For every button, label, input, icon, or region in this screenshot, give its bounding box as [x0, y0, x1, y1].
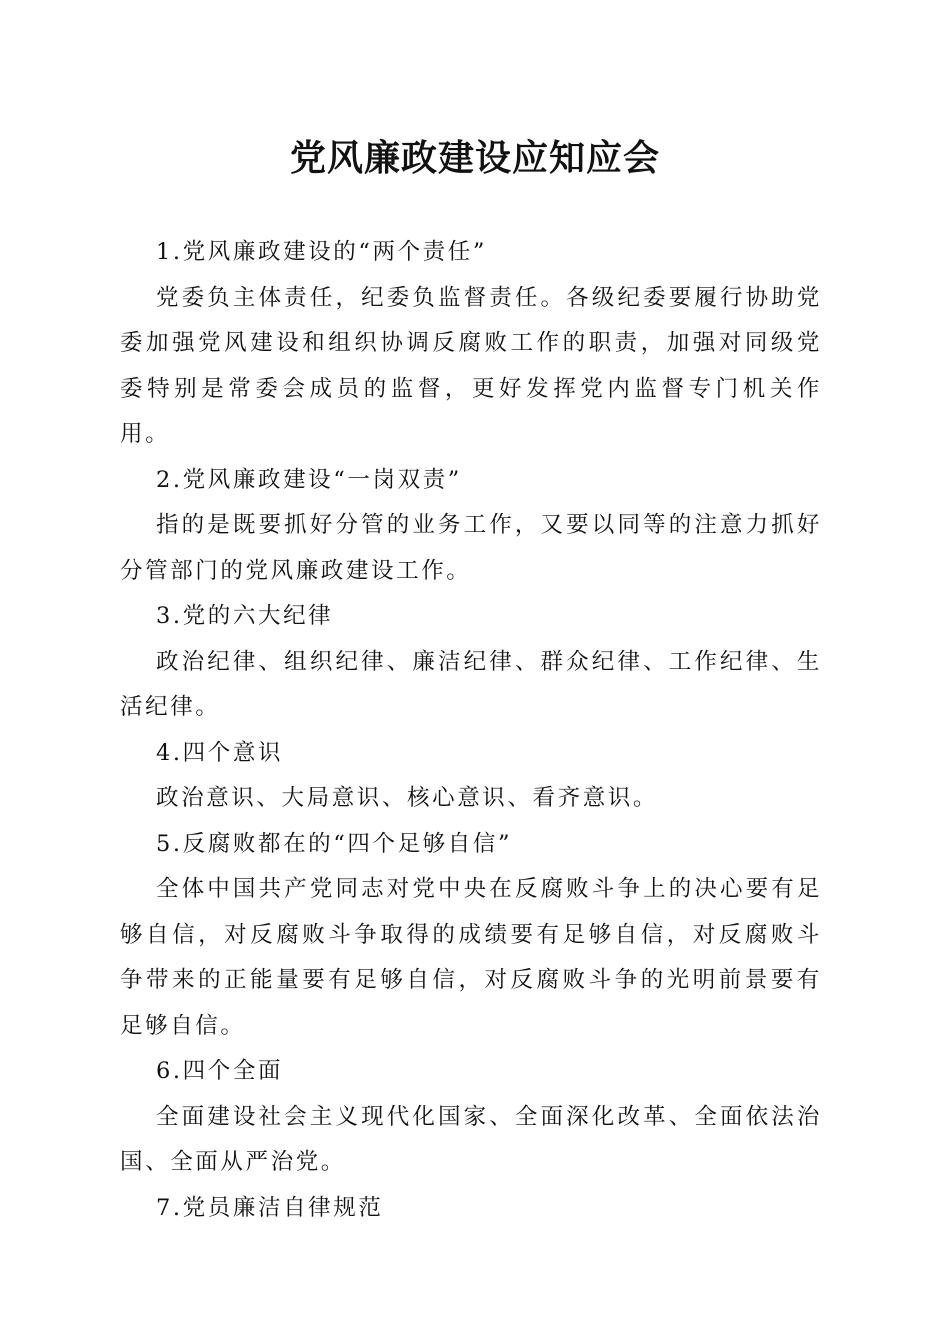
section-heading-two-responsibilities: 1.党风廉政建设的“两个责任”	[156, 239, 487, 265]
body-paragraph: 政治纪律、组织纪律、廉洁纪律、群众纪律、工作纪律、生活纪律。	[120, 648, 822, 720]
section-heading-four-consciousness: 4.四个意识	[156, 739, 284, 766]
body-paragraph: 全面建设社会主义现代化国家、全面深化改革、全面依法治国、全面从严治党。	[120, 1103, 822, 1175]
section-heading-four-confidences: 5.反腐败都在的“四个足够自信”	[156, 830, 513, 857]
document-title: 党风廉政建设应知应会	[289, 137, 660, 179]
document-body	[120, 230, 822, 1231]
section-heading-four-comprehensives: 6.四个全面	[156, 1058, 284, 1084]
section-heading-integrity-norms: 7.党员廉洁自律规范	[156, 1194, 384, 1221]
body-paragraph: 政治意识、大局意识、核心意识、看齐意识。	[156, 785, 659, 811]
section-heading-six-disciplines: 3.党的六大纪律	[156, 603, 334, 629]
body-paragraph: 全体中国共产党同志对党中央在反腐败斗争上的决心要有足够自信，对反腐败斗争取得的成绩要有足够自信，对反腐败斗争带来的正能量要有足够自信，对反腐败斗争的光明前景要有足够自信。	[120, 876, 822, 1039]
body-paragraph: 党委负主体责任，纪委负监督责任。各级纪委要履行协助党委加强党风建设和组织协调反腐败工作的职责，加强对同级党委特别是常委会成员的监督，更好发挥党内监督专门机关作用。	[120, 284, 822, 447]
section-heading-one-post-two-duties: 2.党风廉政建设“一岗双责”	[156, 466, 462, 493]
body-paragraph: 指的是既要抓好分管的业务工作，又要以同等的注意力抓好分管部门的党风廉政建设工作。	[120, 512, 822, 584]
